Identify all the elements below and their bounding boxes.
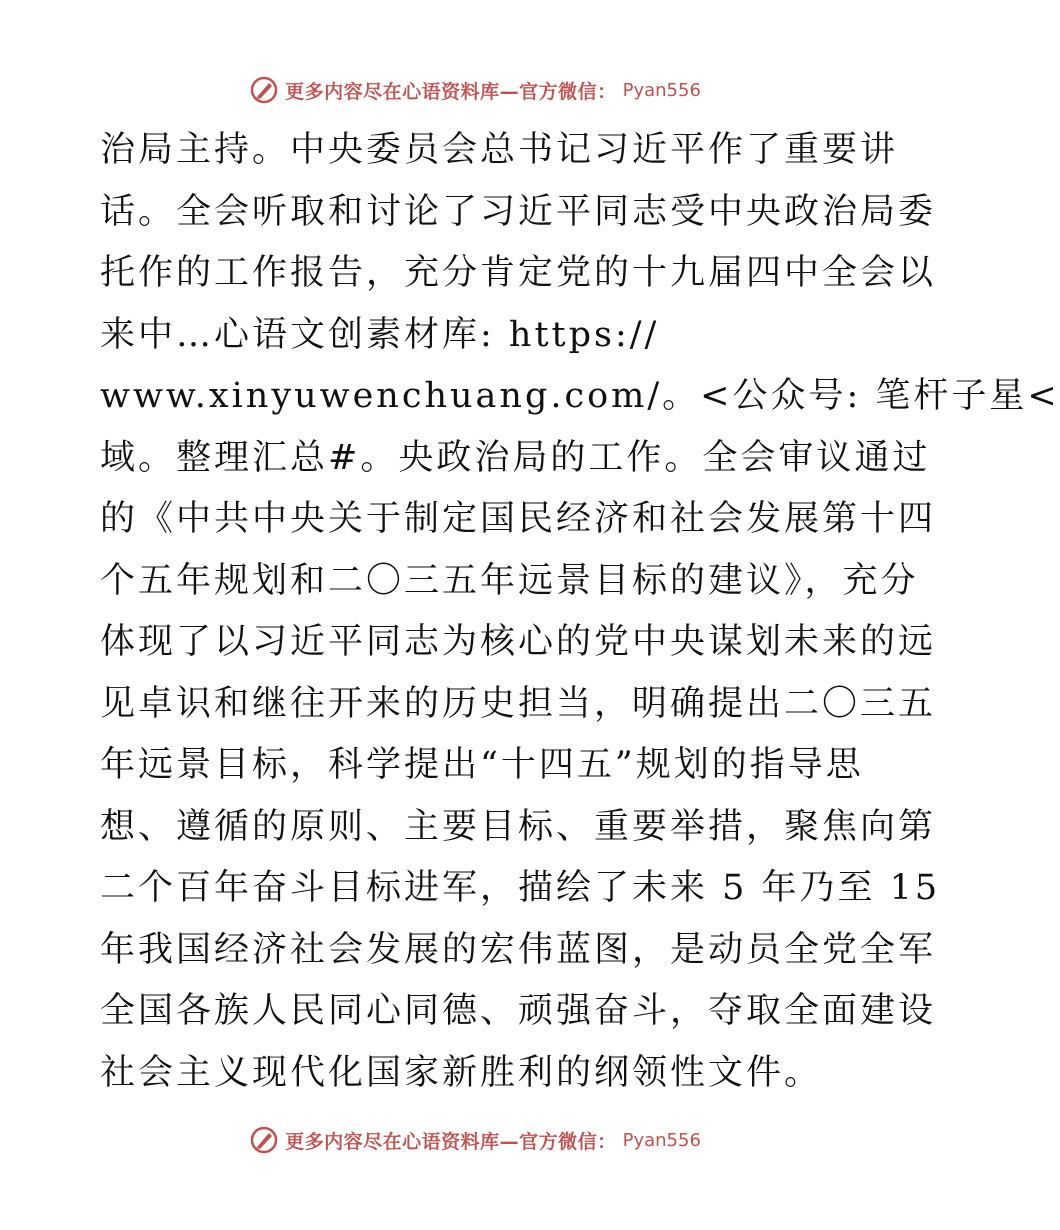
text-line: 年我国经济社会发展的宏伟蓝图，是动员全党全军	[100, 929, 937, 970]
text-line: 体现了以习近平同志为核心的党中央谋划未来的远	[100, 622, 937, 662]
pen-circle-logo-icon	[249, 1125, 279, 1155]
text-line: 域。整理汇总#。央政治局的工作。全会审议通过	[100, 437, 931, 478]
text-line: 全国各族人民同心同德、顽强奋斗，夺取全面建设	[100, 991, 937, 1031]
text-line: 话。全会听取和讨论了习近平同志受中央政治局委	[100, 191, 937, 232]
watermark-wechat-id: Pyan556	[622, 79, 701, 101]
pen-circle-logo-icon	[249, 75, 279, 105]
body-paragraph	[100, 120, 1060, 1104]
text-line: 社会主义现代化国家新胜利的纲领性文件。	[100, 1052, 823, 1093]
watermark-wechat-id: Pyan556	[622, 1129, 701, 1151]
text-line: 二个百年奋斗目标进军，描绘了未来 5 年乃至 15	[100, 868, 941, 908]
header-watermark	[0, 70, 950, 110]
text-line: 见卓识和继往开来的历史担当，明确提出二〇三五	[100, 683, 937, 724]
watermark-text: 更多内容尽在心语资料库—官方微信：	[285, 80, 617, 103]
text-line: 托作的工作报告，充分肯定党的十九届四中全会以	[100, 253, 937, 293]
footer-watermark	[0, 1120, 950, 1160]
text-line: www.xinyuwenchuang.com/。<公众号: 笔杆子星<	[100, 376, 1060, 416]
text-line: 年远景目标，科学提出“十四五”规划的指导思	[100, 745, 864, 785]
text-line: 想、遵循的原则、主要目标、重要举措，聚焦向第	[100, 806, 937, 847]
text-line: 来中…心语文创素材库: https://	[100, 314, 660, 355]
text-line: 个五年规划和二〇三五年远景目标的建议》，充分	[100, 560, 919, 601]
text-line: 的《中共中央关于制定国民经济和社会发展第十四	[100, 499, 937, 539]
text-line: 治局主持。中央委员会总书记习近平作了重要讲	[100, 130, 899, 170]
watermark-text: 更多内容尽在心语资料库—官方微信：	[285, 1130, 617, 1153]
